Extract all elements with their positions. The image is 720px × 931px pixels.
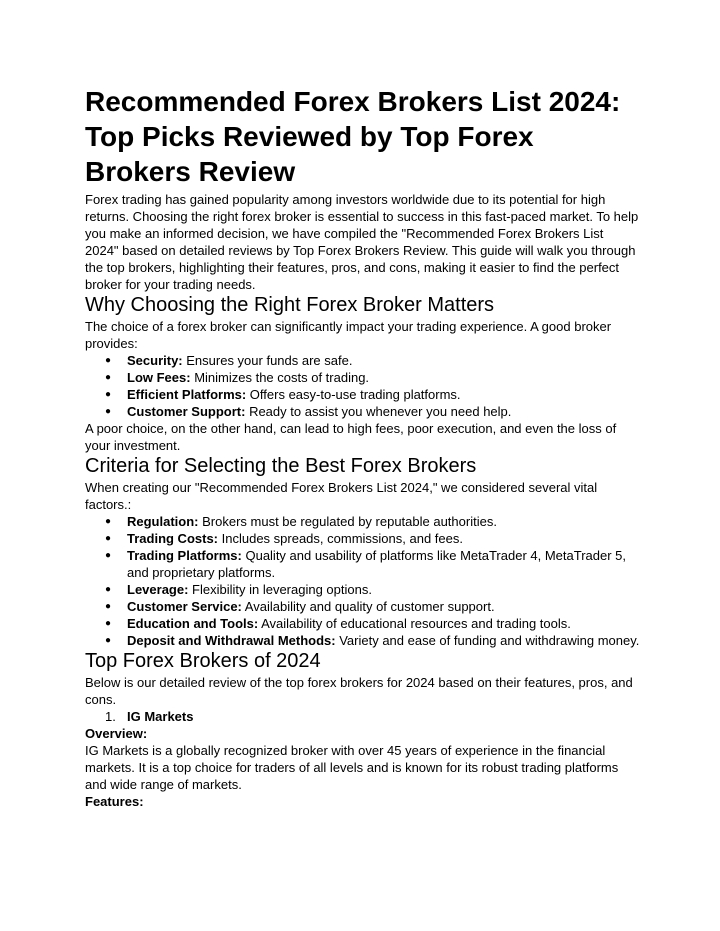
- section-criteria-intro: When creating our "Recommended Forex Brokers List 2024," we considered several vital factors.:: [85, 480, 598, 512]
- list-item: ● Regulation: Brokers must be regulated by reputable authorities.: [127, 513, 640, 530]
- overview-label: Overview:: [85, 726, 148, 741]
- intro-paragraph: Forex trading has gained popularity among investors worldwide due to its potential for high returns. Choosing the right forex broker is essential to success in this fast-paced market. To help you make an informed decision, we have compiled the "Recommended Forex Brokers List 2024" based on detailed reviews by Top Forex Brokers Review. This guide will walk you through the top brokers, highlighting their features, pros, and cons, making it easier to find the perfect broker for your trading needs.: [85, 192, 639, 292]
- overview-text: IG Markets is a globally recognized broker with over 45 years of experience in the financial markets. It is a top choice for traders of all levels and is known for its robust trading platforms and wide range of markets.: [85, 743, 619, 792]
- list-number: 1.: [105, 709, 116, 724]
- list-item: ● Trading Platforms: Quality and usability of platforms like MetaTrader 4, MetaTrader 5, and proprietary platforms.: [127, 547, 640, 581]
- list-item: ● Security: Ensures your funds are safe.: [127, 352, 640, 369]
- section-why-outro: A poor choice, on the other hand, can lead to high fees, poor execution, and even the loss of your investment.: [85, 421, 617, 453]
- list-item: ● Customer Support: Ready to assist you whenever you need help.: [127, 403, 640, 420]
- section-why-intro: The choice of a forex broker can significantly impact your trading experience. A good broker provides:: [85, 319, 612, 351]
- broker-name: IG Markets: [127, 709, 194, 724]
- list-item: ● Education and Tools: Availability of educational resources and trading tools.: [127, 615, 640, 632]
- list-item: ● Efficient Platforms: Offers easy-to-use trading platforms.: [127, 386, 640, 403]
- why-list: [85, 352, 640, 420]
- brokers-list: [85, 708, 640, 725]
- list-item: ● Trading Costs: Includes spreads, commissions, and fees.: [127, 530, 640, 547]
- section-heading-top-brokers: Top Forex Brokers of 2024: [85, 650, 321, 672]
- list-item: ● Leverage: Flexibility in leveraging options.: [127, 581, 640, 598]
- page-title: Recommended Forex Brokers List 2024: Top Picks Reviewed by Top Forex Brokers Review: [85, 86, 621, 187]
- list-item: ● Deposit and Withdrawal Methods: Variety and ease of funding and withdrawing money.: [127, 632, 640, 649]
- list-item: ● Low Fees: Minimizes the costs of trading.: [127, 369, 640, 386]
- list-item: ● Customer Service: Availability and quality of customer support.: [127, 598, 640, 615]
- features-label: Features:: [85, 794, 144, 809]
- list-item: [105, 708, 640, 725]
- criteria-list: [85, 513, 640, 649]
- section-heading-criteria: Criteria for Selecting the Best Forex Brokers: [85, 455, 477, 477]
- section-top-intro: Below is our detailed review of the top forex brokers for 2024 based on their features, pros, and cons.: [85, 675, 633, 707]
- section-heading-why: Why Choosing the Right Forex Broker Matters: [85, 294, 495, 316]
